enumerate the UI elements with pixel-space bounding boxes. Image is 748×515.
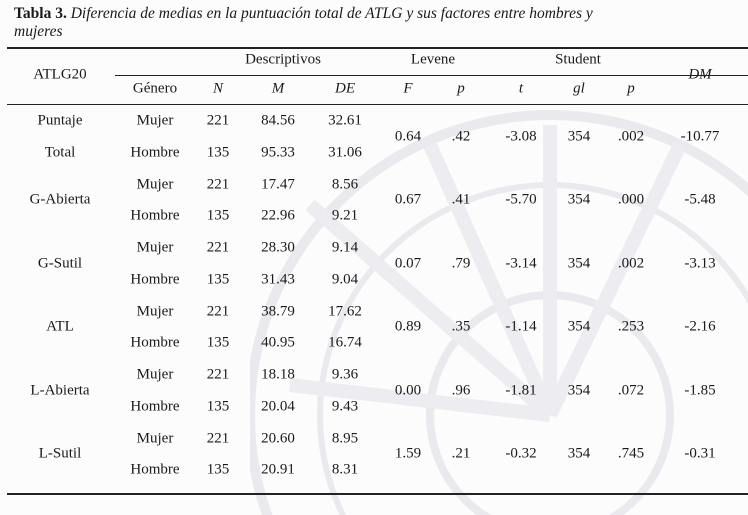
header-bottom-rule — [7, 104, 748, 105]
genero-cell: Hombre — [130, 334, 180, 351]
n-cell: 135 — [206, 271, 230, 287]
genero-cell: Hombre — [130, 207, 180, 224]
gl-cell: 354 — [567, 445, 591, 462]
n-cell: 221 — [206, 366, 230, 383]
genero-cell: Hombre — [130, 144, 180, 160]
n-cell: 135 — [206, 461, 230, 478]
n-cell: 135 — [206, 334, 230, 351]
gl-cell: 354 — [567, 382, 591, 399]
genero-cell: Mujer — [136, 176, 174, 192]
gl-column-header: gl — [573, 80, 585, 97]
group-header-rule — [115, 75, 748, 76]
m-cell: 28.30 — [261, 239, 295, 256]
t-cell: -0.32 — [505, 445, 537, 462]
m-cell: 84.56 — [261, 112, 295, 129]
p1-cell: .42 — [451, 128, 471, 145]
de-cell: 31.06 — [328, 144, 362, 160]
n-cell: 135 — [206, 144, 230, 160]
m-cell: 22.96 — [261, 207, 295, 224]
t-cell: -1.14 — [505, 318, 537, 335]
m-cell: 20.04 — [261, 398, 295, 414]
genero-cell: Mujer — [136, 366, 174, 383]
p2-cell: .745 — [617, 445, 645, 462]
genero-cell: Mujer — [136, 303, 174, 319]
table-label: Tabla 3. — [14, 5, 67, 22]
n-cell: 221 — [206, 112, 230, 129]
m-cell: 17.47 — [261, 176, 295, 192]
de-cell: 8.56 — [331, 176, 359, 192]
m-cell: 38.79 — [261, 303, 295, 319]
caption-text: Diferencia de medias en la puntuación total de ATLG y sus factores entre hombres y — [70, 5, 593, 22]
m-cell: 95.33 — [261, 144, 295, 160]
de-cell: 9.43 — [331, 398, 359, 414]
m-cell: 20.91 — [261, 461, 295, 478]
de-cell: 9.21 — [331, 207, 359, 224]
dm-cell: -3.13 — [684, 255, 716, 272]
gl-cell: 354 — [567, 191, 591, 208]
p2-cell: .002 — [617, 128, 645, 145]
gl-cell: 354 — [567, 318, 591, 335]
de-cell: 17.62 — [328, 303, 362, 319]
t-cell: -1.81 — [505, 382, 537, 399]
student-group-header: Student — [555, 51, 601, 68]
f-cell: 0.64 — [394, 128, 422, 145]
f-cell: 0.89 — [394, 318, 422, 335]
m-cell: 31.43 — [261, 271, 295, 287]
de-cell: 9.04 — [331, 271, 359, 287]
p2-cell: .002 — [617, 255, 645, 272]
m-cell: 20.60 — [261, 430, 295, 446]
de-cell: 9.14 — [331, 239, 359, 256]
p1-cell: .35 — [451, 318, 471, 335]
t-cell: -5.70 — [505, 191, 537, 208]
genero-cell: Hombre — [130, 461, 180, 478]
row-label: G-Abierta — [29, 191, 91, 208]
row-label-header: ATLG20 — [33, 66, 87, 83]
genero-column-header: Género — [132, 80, 178, 97]
genero-cell: Mujer — [136, 430, 174, 446]
genero-cell: Hombre — [130, 271, 180, 287]
p1-cell: .41 — [451, 191, 471, 208]
table-top-rule — [7, 47, 748, 49]
student-p-column-header: p — [627, 80, 635, 97]
row-label: ATL — [46, 318, 74, 335]
de-cell: 8.31 — [331, 461, 359, 478]
caption-text-continued: mujeres — [14, 23, 63, 40]
n-cell: 221 — [206, 239, 230, 256]
gl-cell: 354 — [567, 255, 591, 272]
row-label-continued: Total — [44, 144, 76, 160]
t-column-header: t — [518, 80, 524, 97]
p1-cell: .96 — [451, 382, 471, 399]
p2-cell: .000 — [617, 191, 645, 208]
levene-group-header: Levene — [410, 51, 456, 68]
n-cell: 135 — [206, 398, 230, 414]
row-label: G-Sutil — [37, 255, 83, 272]
n-cell: 221 — [206, 176, 230, 192]
row-label: L-Sutil — [38, 445, 82, 462]
row-label: L-Abierta — [30, 382, 90, 399]
n-cell: 135 — [206, 207, 230, 224]
p1-cell: .21 — [451, 445, 471, 462]
t-cell: -3.08 — [505, 128, 537, 145]
dm-header: DM — [688, 66, 712, 83]
de-cell: 32.61 — [328, 112, 362, 129]
de-cell: 16.74 — [328, 334, 362, 351]
f-cell: 0.00 — [394, 382, 422, 399]
f-cell: 0.67 — [394, 191, 422, 208]
t-cell: -3.14 — [505, 255, 537, 272]
genero-cell: Mujer — [136, 239, 174, 256]
f-cell: 1.59 — [394, 445, 422, 462]
table-caption — [14, 5, 744, 41]
genero-cell: Mujer — [136, 112, 174, 129]
gl-cell: 354 — [567, 128, 591, 145]
p1-cell: .79 — [451, 255, 471, 272]
f-column-header: F — [403, 80, 413, 97]
de-cell: 9.36 — [331, 366, 359, 383]
levene-p-column-header: p — [457, 80, 465, 97]
dm-cell: -10.77 — [680, 128, 720, 145]
genero-cell: Hombre — [130, 398, 180, 414]
dm-cell: -0.31 — [684, 445, 716, 462]
p2-cell: .072 — [617, 382, 645, 399]
n-column-header: N — [212, 80, 224, 97]
n-cell: 221 — [206, 303, 230, 319]
n-cell: 221 — [206, 430, 230, 446]
m-column-header: M — [271, 80, 285, 97]
dm-cell: -1.85 — [684, 382, 716, 399]
dm-cell: -2.16 — [684, 318, 716, 335]
descriptivos-group-header: Descriptivos — [245, 51, 321, 68]
table-bottom-rule — [7, 493, 748, 495]
m-cell: 40.95 — [261, 334, 295, 351]
dm-cell: -5.48 — [684, 191, 716, 208]
de-cell: 8.95 — [331, 430, 359, 446]
de-column-header: DE — [335, 80, 355, 97]
p2-cell: .253 — [617, 318, 645, 335]
row-label: Puntaje — [37, 112, 83, 129]
m-cell: 18.18 — [261, 366, 295, 383]
f-cell: 0.07 — [394, 255, 422, 272]
